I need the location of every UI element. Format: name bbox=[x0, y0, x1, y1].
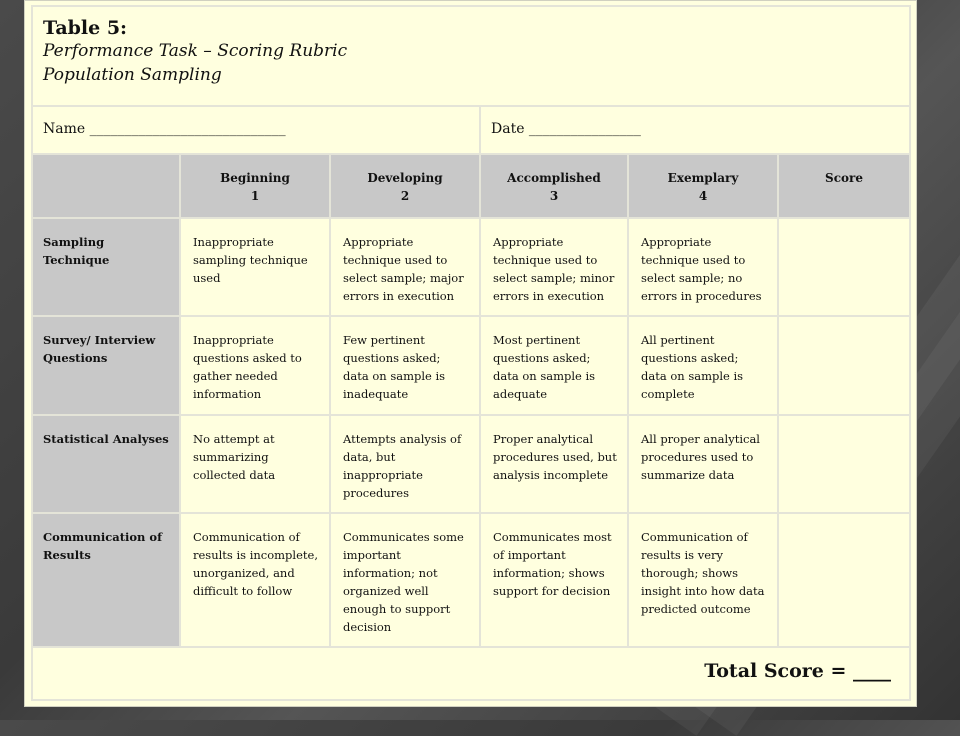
header-level: 3 bbox=[549, 189, 559, 203]
table-row bbox=[32, 415, 910, 513]
score-cell[interactable] bbox=[778, 218, 910, 316]
name-field: Name ____________________________ bbox=[32, 106, 480, 154]
rubric-cell: No attempt at summarizing collected data bbox=[180, 415, 330, 513]
rubric-cell: Appropriate technique used to select sample; major errors in execution bbox=[330, 218, 480, 316]
header-beginning bbox=[180, 154, 330, 218]
header-exemplary bbox=[628, 154, 778, 218]
rubric-cell: All proper analytical procedures used to summarize data bbox=[628, 415, 778, 513]
total-row bbox=[32, 647, 910, 700]
rubric-cell: Communicates some important information; not organized well enough to support decision bbox=[330, 513, 480, 647]
header-label: Score bbox=[825, 171, 863, 185]
criterion-statistical-analyses: Statistical Analyses bbox=[32, 415, 180, 513]
header-label: Accomplished bbox=[507, 171, 601, 185]
rubric-cell: Communication of results is very thorough; shows insight into how data predicted outcome bbox=[628, 513, 778, 647]
header-score bbox=[778, 154, 910, 218]
rubric-cell: Few pertinent questions asked; data on sample is inadequate bbox=[330, 316, 480, 415]
rubric-cell: Inappropriate sampling technique used bbox=[180, 218, 330, 316]
title-row bbox=[32, 6, 910, 106]
rubric-subject: Population Sampling bbox=[43, 65, 222, 85]
header-developing bbox=[330, 154, 480, 218]
rubric-cell: All pertinent questions asked; data on sample is complete bbox=[628, 316, 778, 415]
table-row bbox=[32, 513, 910, 647]
score-cell[interactable] bbox=[778, 415, 910, 513]
name-date-row bbox=[32, 106, 910, 154]
table-number: Table 5: bbox=[43, 17, 128, 39]
scoring-rubric-table bbox=[31, 5, 911, 701]
score-cell[interactable] bbox=[778, 316, 910, 415]
header-row bbox=[32, 154, 910, 218]
header-level: 2 bbox=[400, 189, 410, 203]
rubric-document bbox=[24, 0, 917, 707]
rubric-cell: Most pertinent questions asked; data on sample is adequate bbox=[480, 316, 628, 415]
criterion-sampling-technique: Sampling Technique bbox=[32, 218, 180, 316]
rubric-cell: Communicates most of important information; shows support for decision bbox=[480, 513, 628, 647]
rubric-cell: Attempts analysis of data, but inappropriate procedures bbox=[330, 415, 480, 513]
criterion-survey-questions: Survey/ Interview Questions bbox=[32, 316, 180, 415]
rubric-cell: Appropriate technique used to select sample; minor errors in execution bbox=[480, 218, 628, 316]
header-level: 4 bbox=[698, 189, 708, 203]
total-score: Total Score = ____ bbox=[32, 647, 910, 700]
header-corner bbox=[32, 154, 180, 218]
rubric-cell: Appropriate technique used to select sample; no errors in procedures bbox=[628, 218, 778, 316]
header-label: Developing bbox=[367, 171, 443, 185]
rubric-title: Performance Task – Scoring Rubric bbox=[43, 41, 348, 61]
table-row bbox=[32, 316, 910, 415]
rubric-cell: Inappropriate questions asked to gather needed information bbox=[180, 316, 330, 415]
header-level: 1 bbox=[250, 189, 260, 203]
header-accomplished bbox=[480, 154, 628, 218]
rubric-cell: Proper analytical procedures used, but analysis incomplete bbox=[480, 415, 628, 513]
rubric-cell: Communication of results is incomplete, unorganized, and difficult to follow bbox=[180, 513, 330, 647]
criterion-communication: Communication of Results bbox=[32, 513, 180, 647]
table-row bbox=[32, 218, 910, 316]
title-cell bbox=[32, 6, 910, 106]
score-cell[interactable] bbox=[778, 513, 910, 647]
header-label: Beginning bbox=[220, 171, 290, 185]
date-field: Date ________________ bbox=[480, 106, 910, 154]
header-label: Exemplary bbox=[667, 171, 739, 185]
